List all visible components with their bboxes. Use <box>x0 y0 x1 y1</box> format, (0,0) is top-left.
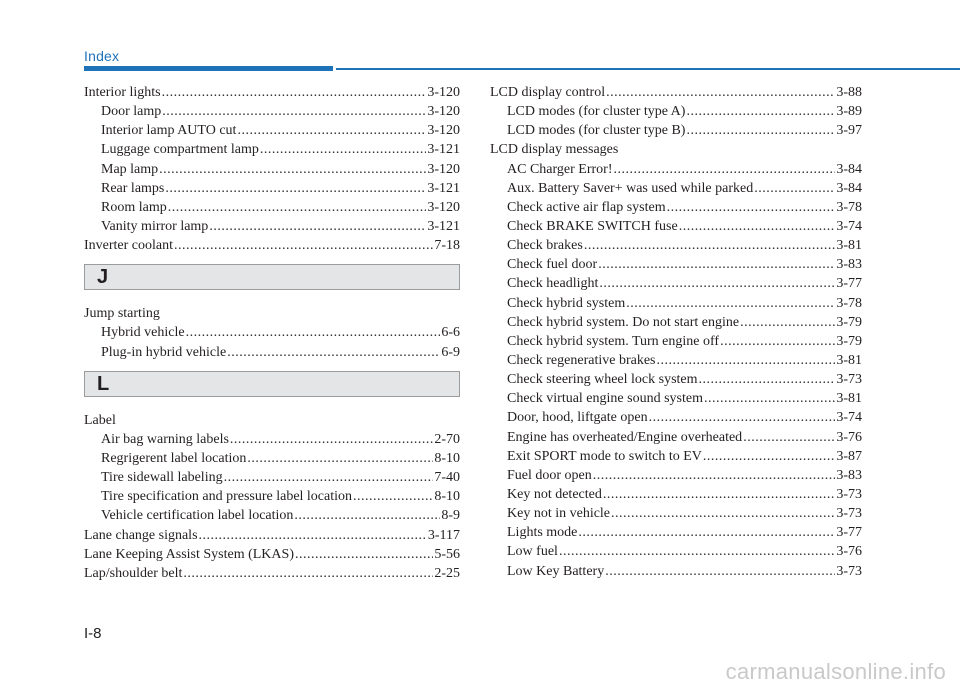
index-entry: Lane change signals ..... 3-117 <box>84 526 460 545</box>
index-subentry: Check hybrid system. Do not start engine ..... 3-79 <box>490 313 862 332</box>
index-subentry: Room lamp ..... 3-120 <box>84 198 460 217</box>
header-rule-thick <box>84 66 333 71</box>
index-subentry: Plug-in hybrid vehicle ..... 6-9 <box>84 343 460 362</box>
index-subentry: Check steering wheel lock system ..... 3-73 <box>490 370 862 389</box>
index-subentry: Aux. Battery Saver+ was used while parked ..... 3-84 <box>490 179 862 198</box>
index-subentry: Check brakes ..... 3-81 <box>490 236 862 255</box>
index-subentry: LCD modes (for cluster type A) ..... 3-89 <box>490 102 862 121</box>
index-subentry: Fuel door open ..... 3-83 <box>490 466 862 485</box>
index-subentry: Vehicle certification label location ..... 8-9 <box>84 506 460 525</box>
section-letter-l: L <box>84 371 460 397</box>
lcd-messages-list <box>490 160 862 581</box>
index-entry: Lane Keeping Assist System (LKAS) ..... 5-56 <box>84 545 460 564</box>
index-entry: Lap/shoulder belt ..... 2-25 <box>84 564 460 583</box>
index-subentry: Check virtual engine sound system ..... 3-81 <box>490 389 862 408</box>
right-column <box>490 83 862 581</box>
index-subentry: Low fuel ..... 3-76 <box>490 542 862 561</box>
index-heading: Label <box>84 412 116 428</box>
index-subentry: Door lamp ..... 3-120 <box>84 102 460 121</box>
index-subentry: Rear lamps ..... 3-121 <box>84 179 460 198</box>
page-number: I-8 <box>84 625 102 642</box>
index-subentry: Hybrid vehicle ..... 6-6 <box>84 323 460 342</box>
index-subentry: Key not in vehicle ..... 3-73 <box>490 504 862 523</box>
index-subentry: Lights mode ..... 3-77 <box>490 523 862 542</box>
index-heading: Jump starting <box>84 306 160 322</box>
index-subentry: Map lamp ..... 3-120 <box>84 160 460 179</box>
index-entry: Inverter coolant ..... 7-18 <box>84 236 460 255</box>
section-letter-j: J <box>84 264 460 290</box>
index-subentry: Check hybrid system ..... 3-78 <box>490 294 862 313</box>
index-subentry: Air bag warning labels ..... 2-70 <box>84 430 460 449</box>
index-subentry: Vanity mirror lamp ..... 3-121 <box>84 217 460 236</box>
index-subentry: AC Charger Error! ..... 3-84 <box>490 160 862 179</box>
index-subentry: Key not detected ..... 3-73 <box>490 485 862 504</box>
index-subentry: Interior lamp AUTO cut ..... 3-120 <box>84 121 460 140</box>
index-subentry: Check headlight ..... 3-77 <box>490 274 862 293</box>
index-subentry: Exit SPORT mode to switch to EV ..... 3-87 <box>490 447 862 466</box>
index-subentry: Regrigerent label location ..... 8-10 <box>84 449 460 468</box>
left-column <box>84 83 460 583</box>
index-subentry: Check active air flap system ..... 3-78 <box>490 198 862 217</box>
index-entry: Interior lights ..... 3-120 <box>84 83 460 102</box>
index-subentry: Check regenerative brakes ..... 3-81 <box>490 351 862 370</box>
index-entry: LCD display control ..... 3-88 <box>490 83 862 102</box>
index-heading: LCD display messages <box>490 142 619 158</box>
index-subentry: Check hybrid system. Turn engine off ..... 3-79 <box>490 332 862 351</box>
index-subentry: Check BRAKE SWITCH fuse ..... 3-74 <box>490 217 862 236</box>
index-subentry: Luggage compartment lamp ..... 3-121 <box>84 140 460 159</box>
watermark: carmanualsonline.info <box>725 659 946 684</box>
header-rule-thin <box>336 68 960 70</box>
index-subentry: Low Key Battery ..... 3-73 <box>490 562 862 581</box>
index-subentry: LCD modes (for cluster type B) ..... 3-97 <box>490 121 862 140</box>
index-subentry: Tire specification and pressure label location ..... 8-10 <box>84 487 460 506</box>
index-subentry: Tire sidewall labeling ..... 7-40 <box>84 468 460 487</box>
index-subentry: Engine has overheated/Engine overheated ..... 3-76 <box>490 428 862 447</box>
index-title: Index <box>84 48 120 64</box>
index-subentry: Check fuel door ..... 3-83 <box>490 255 862 274</box>
index-subentry: Door, hood, liftgate open ..... 3-74 <box>490 408 862 427</box>
